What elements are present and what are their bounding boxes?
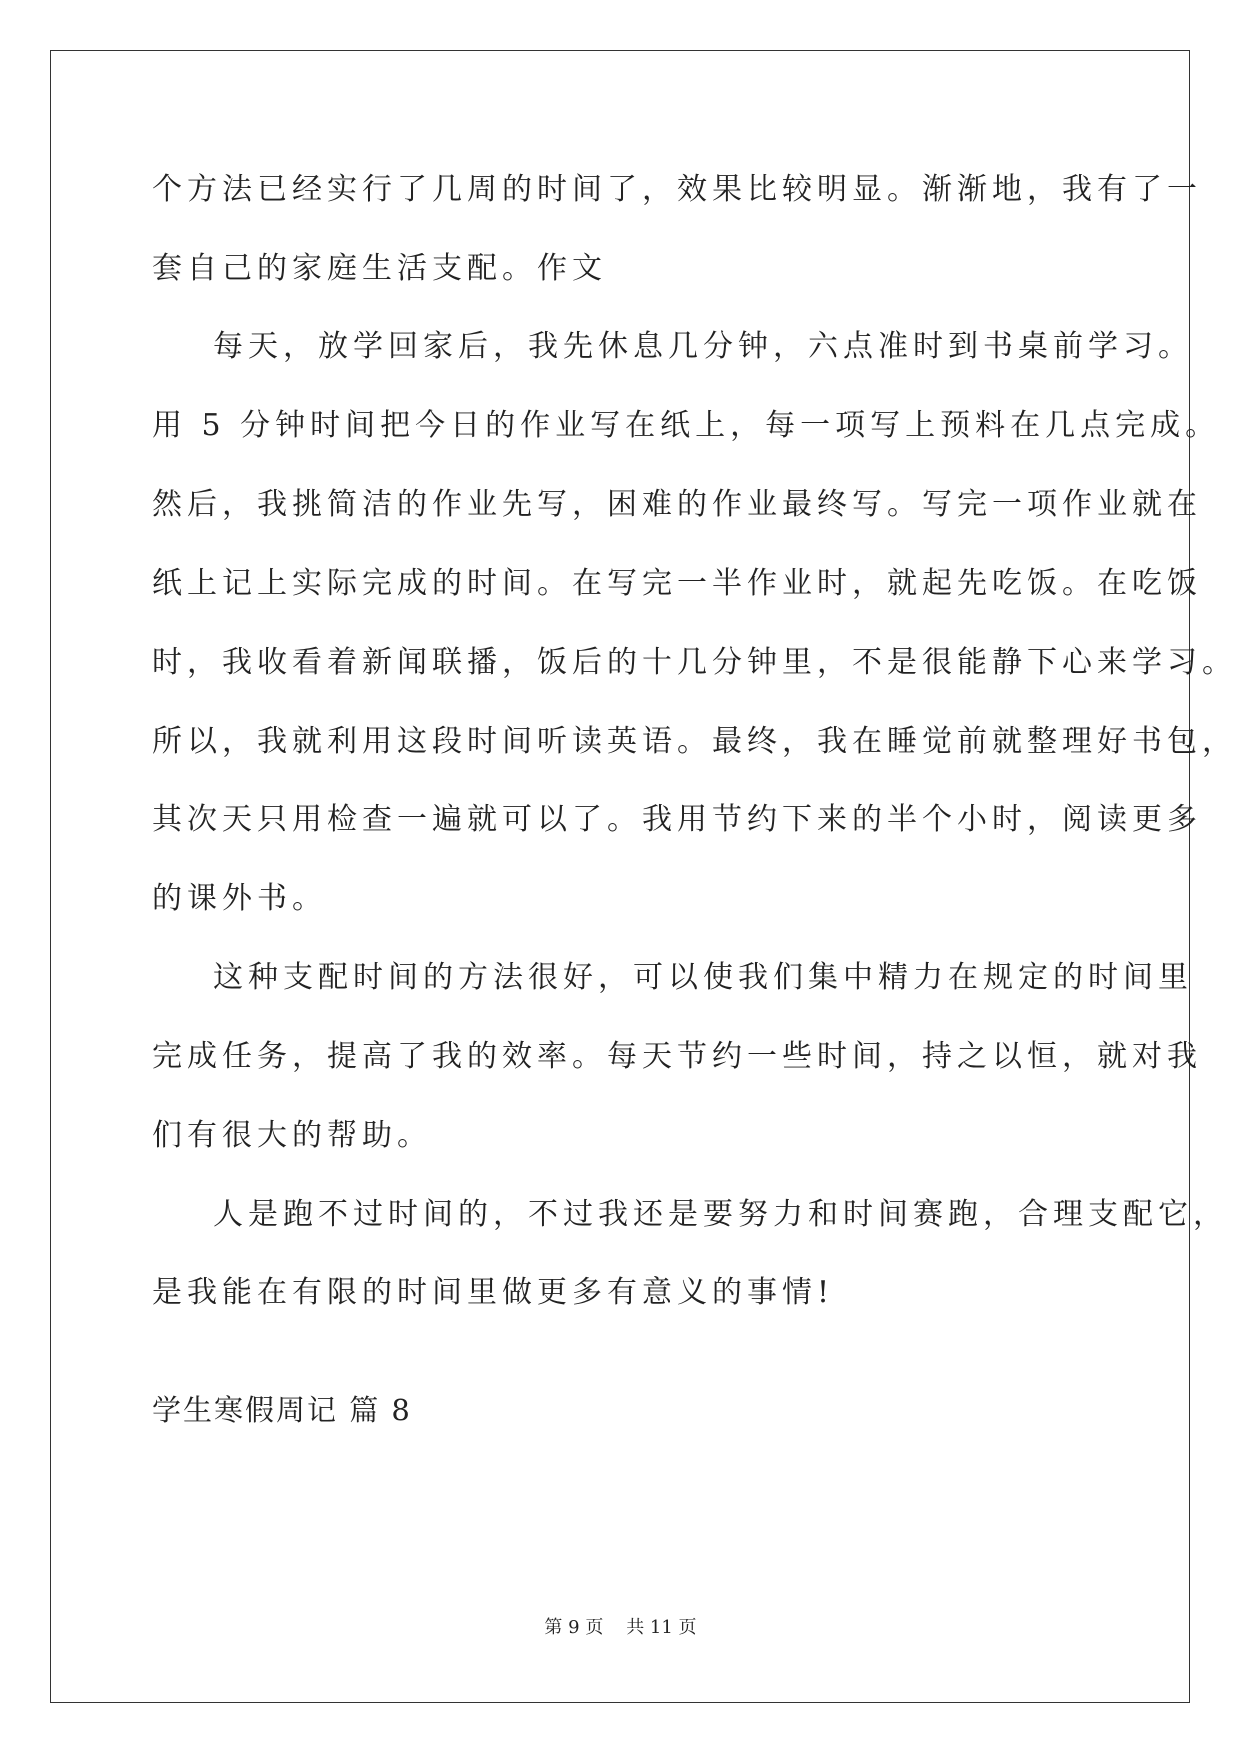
body-text-line: 用 5 分钟时间把今日的作业写在纸上，每一项写上预料在几点完成。: [152, 408, 1221, 443]
body-text-line: 个方法已经实行了几周的时间了，效果比较明显。渐渐地，我有了一: [152, 172, 1202, 207]
body-text-line: 们有很大的帮助。: [152, 1118, 432, 1153]
section-heading: 学生寒假周记 篇 8: [152, 1393, 412, 1427]
paragraph-first-line: 人是跑不过时间的，不过我还是要努力和时间赛跑，合理支配它，: [213, 1197, 1228, 1232]
body-text-line: 套自己的家庭生活支配。作文: [152, 251, 607, 286]
page-border: [50, 50, 1190, 1703]
body-text-line: 所以，我就利用这段时间听读英语。最终，我在睡觉前就整理好书包，: [152, 724, 1237, 759]
page-number-footer: 第 9 页 共 11 页: [544, 1617, 697, 1638]
body-text-line: 的课外书。: [152, 881, 327, 916]
paragraph-first-line: 每天，放学回家后，我先休息几分钟，六点准时到书桌前学习。: [213, 329, 1193, 364]
body-text-line: 完成任务，提高了我的效率。每天节约一些时间，持之以恒，就对我: [152, 1039, 1202, 1074]
body-text-line: 时，我收看着新闻联播，饭后的十几分钟里，不是很能静下心来学习。: [152, 645, 1237, 680]
body-text-line: 是我能在有限的时间里做更多有意义的事情!: [152, 1275, 835, 1310]
body-text-line: 然后，我挑简洁的作业先写，困难的作业最终写。写完一项作业就在: [152, 487, 1202, 522]
paragraph-first-line: 这种支配时间的方法很好，可以使我们集中精力在规定的时间里: [213, 960, 1193, 995]
body-text-line: 其次天只用检查一遍就可以了。我用节约下来的半个小时，阅读更多: [152, 802, 1202, 837]
body-text-line: 纸上记上实际完成的时间。在写完一半作业时，就起先吃饭。在吃饭: [152, 566, 1202, 601]
